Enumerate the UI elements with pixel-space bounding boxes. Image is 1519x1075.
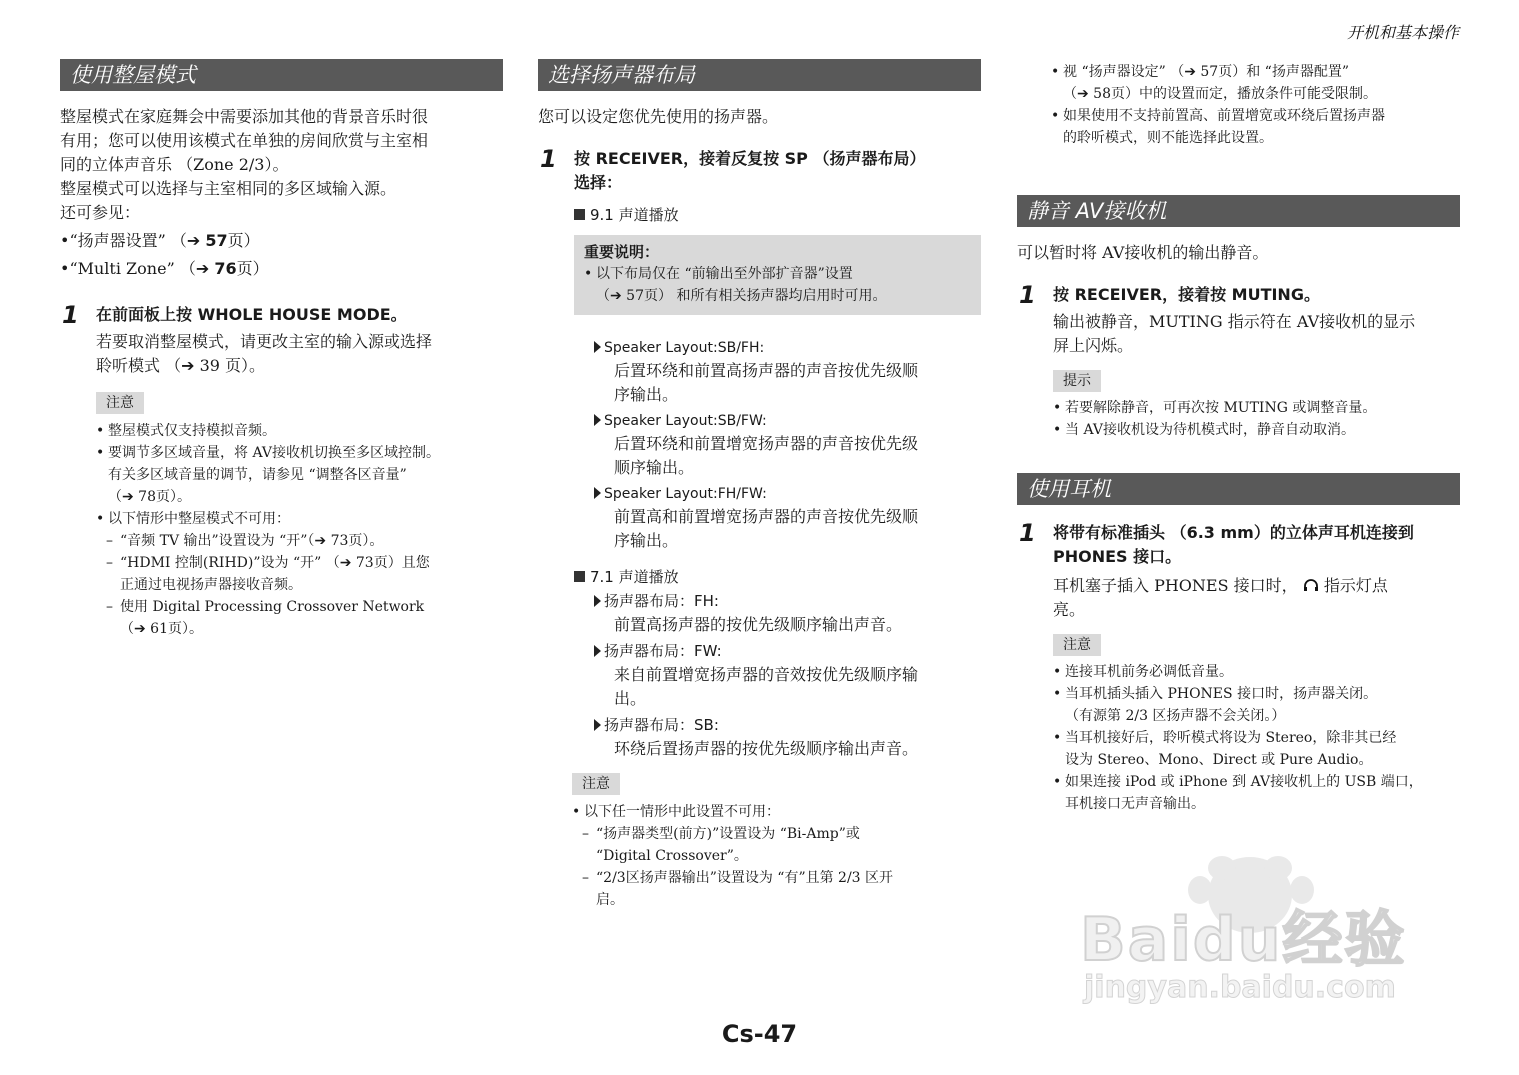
intro-line: 还可参见： bbox=[60, 203, 141, 222]
layout-option: Speaker Layout:SB/FW: bbox=[594, 410, 981, 432]
headphones-step-1 bbox=[1017, 521, 1460, 815]
note-list bbox=[1053, 661, 1460, 815]
layout-list-9-1 bbox=[574, 337, 981, 553]
triangle-bullet-icon bbox=[594, 341, 601, 353]
channel-7-1-heading: 7.1 声道播放 bbox=[574, 565, 981, 589]
column-mute-headphones bbox=[1017, 0, 1460, 815]
tip-item: • 当 AV接收机设为待机模式时，静音自动取消。 bbox=[1053, 419, 1460, 441]
intro-text bbox=[60, 105, 503, 225]
note-subitem: – 使用 Digital Processing Crossover Network （➔ 61页）。 bbox=[106, 599, 425, 637]
tip-label: 提示 bbox=[1053, 370, 1101, 392]
note-label: 注意 bbox=[1053, 634, 1101, 656]
headphones-icon bbox=[1303, 578, 1319, 592]
section-title-speaker-layout: 选择扬声器布局 bbox=[538, 59, 981, 91]
running-header: 开机和基本操作 bbox=[1346, 23, 1459, 42]
step-body: 亮。 bbox=[1053, 600, 1086, 619]
layout-desc: 环绕后置扬声器的按优先级顺序输出声音。 bbox=[614, 739, 919, 758]
tip-item: • 若要解除静音，可再次按 MUTING 或调整音量。 bbox=[1053, 397, 1460, 419]
triangle-bullet-icon bbox=[594, 645, 601, 657]
step-heading: 将带有标准插头 （6.3 mm）的立体声耳机连接到 bbox=[1053, 523, 1414, 542]
step-body: 聆听模式 （➔ 39 页）。 bbox=[96, 356, 266, 375]
step-body: 耳机塞子插入 PHONES 接口时， 指示灯点 bbox=[1053, 576, 1388, 595]
note-item: • 整屋模式仅支持模拟音频。 bbox=[96, 420, 503, 442]
important-text: • 以下布局仅在 “前输出至外部扩音器”设置 （➔ 57页） 和所有相关扬声器均启用时可用。 bbox=[584, 263, 971, 307]
note-item: • 如果连接 iPod 或 iPhone 到 AV接收机上的 USB 端口， 耳机接口无声音输出。 bbox=[1053, 771, 1460, 815]
note-item: • 当耳机插头插入 PHONES 接口时，扬声器关闭。 （有源第 2/3 区扬声器不会关闭。） bbox=[1053, 683, 1460, 727]
tip-list bbox=[1053, 397, 1460, 441]
note-subitem: – “音频 TV 输出”设置设为 “开”（➔ 73页）。 bbox=[106, 533, 384, 549]
channel-9-1-heading: 9.1 声道播放 bbox=[574, 203, 981, 227]
section-title-whole-house: 使用整屋模式 bbox=[60, 59, 503, 91]
layout-option: 扬声器布局：FH: bbox=[594, 589, 981, 613]
triangle-bullet-icon bbox=[594, 719, 601, 731]
intro-line: 同的立体声音乐 （Zone 2/3）。 bbox=[60, 155, 289, 174]
note-item: • 当耳机接好后，聆听模式将设为 Stereo，除非其已经 设为 Stereo、Mono、Direct 或 Pure Audio。 bbox=[1053, 727, 1460, 771]
note-item: • 如果使用不支持前置高、前置增宽或环绕后置扬声器 的聆听模式，则不能选择此设置。 bbox=[1051, 105, 1460, 149]
triangle-bullet-icon bbox=[594, 595, 601, 607]
step-number: 1 bbox=[1019, 519, 1036, 547]
note-list bbox=[572, 801, 981, 911]
see-also-item: •“Multi Zone” （➔ 76页） bbox=[60, 259, 269, 278]
layout-desc: 前置高和前置增宽扬声器的声音按优先级顺 序输出。 bbox=[614, 507, 919, 550]
step-heading: 按 RECEIVER，接着反复按 SP （扬声器布局） bbox=[574, 149, 926, 168]
layout-option: Speaker Layout:FH/FW: bbox=[594, 483, 981, 505]
intro-text: 您可以设定您优先使用的扬声器。 bbox=[538, 107, 779, 126]
layout-desc: 前置高扬声器的按优先级顺序输出声音。 bbox=[614, 615, 903, 634]
layout-desc: 来自前置增宽扬声器的音效按优先级顺序输 出。 bbox=[614, 665, 919, 708]
step-body: 若要取消整屋模式，请更改主室的输入源或选择 bbox=[96, 332, 433, 351]
layout-option: 扬声器布局：FW: bbox=[594, 639, 981, 663]
column-whole-house bbox=[60, 0, 503, 640]
baidu-watermark bbox=[1080, 850, 1440, 1020]
step-number: 1 bbox=[1019, 281, 1036, 309]
intro-line: 整屋模式可以选择与主室相同的多区域输入源。 bbox=[60, 179, 397, 198]
triangle-bullet-icon bbox=[594, 414, 601, 426]
section-title-headphones: 使用耳机 bbox=[1017, 473, 1460, 505]
note-label: 注意 bbox=[572, 773, 620, 795]
watermark-url: jingyan.baidu.com bbox=[1084, 970, 1396, 1005]
section-title-mute: 静音 AV接收机 bbox=[1017, 195, 1460, 227]
note-subitem: – “2/3区扬声器输出”设置设为 “有”且第 2/3 区开 启。 bbox=[582, 870, 894, 908]
triangle-bullet-icon bbox=[594, 487, 601, 499]
note-item: • 以下任一情形中此设置不可用： bbox=[572, 801, 981, 823]
see-also-list bbox=[60, 227, 503, 283]
note-subitem: – “扬声器类型(前方)”设置设为 “Bi-Amp”或 “Digital Crossover”。 bbox=[582, 826, 860, 864]
layout-notes-continued bbox=[1017, 61, 1460, 149]
note-item: • 连接耳机前务必调低音量。 bbox=[1053, 661, 1460, 683]
step-number: 1 bbox=[62, 301, 79, 329]
important-label: 重要说明： bbox=[584, 243, 660, 261]
layout-option: Speaker Layout:SB/FH: bbox=[594, 337, 981, 359]
note-list bbox=[96, 420, 503, 640]
square-bullet-icon bbox=[574, 571, 585, 582]
layout-list-7-1 bbox=[574, 589, 981, 761]
note-item: • 要调节多区域音量，将 AV接收机切换至多区域控制。 有关多区域音量的调节，请参见 “调整各区音量” （➔ 78页）。 bbox=[96, 442, 503, 508]
page-number: Cs-47 bbox=[721, 1020, 798, 1048]
layout-option: 扬声器布局：SB: bbox=[594, 713, 981, 737]
square-bullet-icon bbox=[574, 209, 585, 220]
step-body: 输出被静音，MUTING 指示符在 AV接收机的显示 bbox=[1053, 312, 1416, 331]
important-box bbox=[574, 235, 981, 315]
intro-line: 整屋模式在家庭舞会中需要添加其他的背景音乐时很 bbox=[60, 107, 429, 126]
layout-desc: 后置环绕和前置增宽扬声器的声音按优先级 顺序输出。 bbox=[614, 434, 919, 477]
note-label: 注意 bbox=[96, 392, 144, 414]
see-also-item: •“扬声器设置” （➔ 57页） bbox=[60, 231, 260, 250]
step-1 bbox=[60, 303, 503, 640]
watermark-brand: Baidu经验 bbox=[1080, 905, 1407, 975]
layout-desc: 后置环绕和前置高扬声器的声音按优先级顺 序输出。 bbox=[614, 361, 919, 404]
step-heading: 在前面板上按 WHOLE HOUSE MODE。 bbox=[96, 305, 407, 324]
intro-line: 有用；您可以使用该模式在单独的房间欣赏与主室相 bbox=[60, 131, 429, 150]
note-subitem: – “HDMI 控制(RIHD)”设为 “开” （➔ 73页）且您 正通过电视扬声器接收音频。 bbox=[106, 555, 430, 593]
column-speaker-layout bbox=[538, 0, 981, 911]
step-heading: PHONES 接口。 bbox=[1053, 547, 1182, 566]
step-heading: 选择： bbox=[574, 173, 623, 192]
step-number: 1 bbox=[540, 145, 557, 173]
note-item: • 以下情形中整屋模式不可用： bbox=[96, 508, 503, 530]
step-1 bbox=[538, 147, 981, 761]
mute-step-1 bbox=[1017, 283, 1460, 441]
note-item: • 视 “扬声器设定” （➔ 57页）和 “扬声器配置” （➔ 58页）中的设置而定，播放条件可能受限制。 bbox=[1051, 61, 1460, 105]
step-heading: 按 RECEIVER，接着按 MUTING。 bbox=[1053, 285, 1320, 304]
mute-intro: 可以暂时将 AV接收机的输出静音。 bbox=[1017, 243, 1269, 262]
step-body: 屏上闪烁。 bbox=[1053, 336, 1134, 355]
